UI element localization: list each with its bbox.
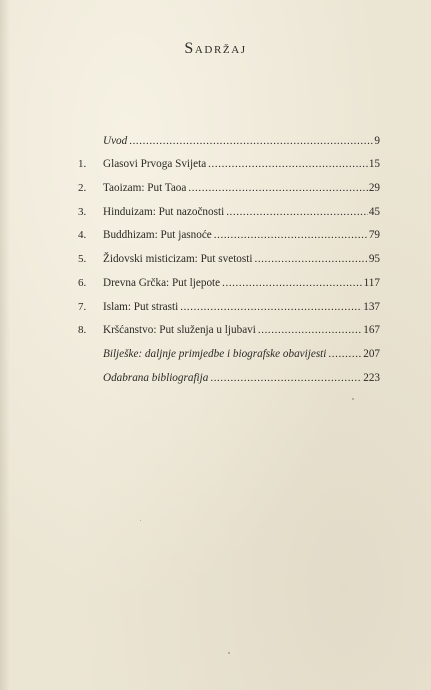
entry-label: Hinduizam: Put nazočnosti xyxy=(103,205,225,218)
entry-label: Glasovi Prvoga Svijeta xyxy=(103,158,207,171)
page-number: 207 xyxy=(363,347,380,360)
dot-leader xyxy=(210,371,362,385)
entry-label: Kršćanstvo: Put služenja u ljubavi xyxy=(103,324,256,337)
chapter-number: 6. xyxy=(78,276,87,289)
entry-label: Islam: Put strasti xyxy=(103,300,179,313)
chapter-number: 4. xyxy=(78,229,87,242)
dot-leader xyxy=(226,205,368,219)
paper-speck xyxy=(228,652,230,654)
chapter-number: 3. xyxy=(78,205,87,218)
toc-entry-chapter-7 xyxy=(78,290,380,314)
page-number: 117 xyxy=(363,276,380,289)
toc-entry-chapter-6 xyxy=(78,266,380,290)
toc-entry-chapter-2 xyxy=(78,171,380,195)
toc-entry-chapter-1 xyxy=(78,148,380,172)
dot-leader xyxy=(222,276,363,290)
page-number: 167 xyxy=(363,324,380,337)
paper-speck xyxy=(140,520,141,521)
toc-entry-chapter-4 xyxy=(78,219,380,243)
chapter-number: 5. xyxy=(78,253,87,266)
entry-label: Taoizam: Put Taoa xyxy=(103,182,187,195)
page-number: 223 xyxy=(363,371,380,384)
chapter-number: 2. xyxy=(78,182,87,195)
chapter-number: 8. xyxy=(78,324,87,337)
table-of-contents xyxy=(78,124,380,385)
dot-leader xyxy=(254,252,367,266)
entry-label: Buddhizam: Put jasnoće xyxy=(103,229,212,242)
entry-label: Drevna Grčka: Put ljepote xyxy=(103,276,221,289)
toc-entry-chapter-5 xyxy=(78,242,380,266)
toc-entry-notes xyxy=(78,337,380,361)
dot-leader xyxy=(208,157,368,171)
dot-leader xyxy=(180,300,362,314)
dot-leader xyxy=(214,228,368,242)
entry-label: Odabrana bibliografija xyxy=(103,371,209,384)
dot-leader xyxy=(328,347,362,361)
page-title: Sadržaj xyxy=(184,40,247,57)
page-number: 137 xyxy=(363,300,380,313)
dot-leader xyxy=(188,181,367,195)
chapter-number: 1. xyxy=(78,158,87,171)
dot-leader xyxy=(258,323,362,337)
page-number: 95 xyxy=(368,253,380,266)
dot-leader xyxy=(129,134,373,148)
page-number: 79 xyxy=(368,229,380,242)
entry-label: Bilješke: daljnje primjedbe i biografske obavijesti xyxy=(103,347,327,360)
toc-entry-bibliography xyxy=(78,361,380,385)
page-number: 15 xyxy=(368,158,380,171)
paper-speck xyxy=(352,398,354,400)
toc-entry-introduction xyxy=(78,124,380,148)
entry-label: Židovski misticizam: Put svetosti xyxy=(103,253,253,266)
spine-shadow xyxy=(0,0,10,690)
page-number: 45 xyxy=(368,205,380,218)
page-number: 9 xyxy=(374,134,380,147)
toc-entry-chapter-8 xyxy=(78,314,380,338)
entry-label: Uvod xyxy=(103,134,128,147)
toc-entry-chapter-3 xyxy=(78,195,380,219)
chapter-number: 7. xyxy=(78,300,87,313)
page-number: 29 xyxy=(368,182,380,195)
